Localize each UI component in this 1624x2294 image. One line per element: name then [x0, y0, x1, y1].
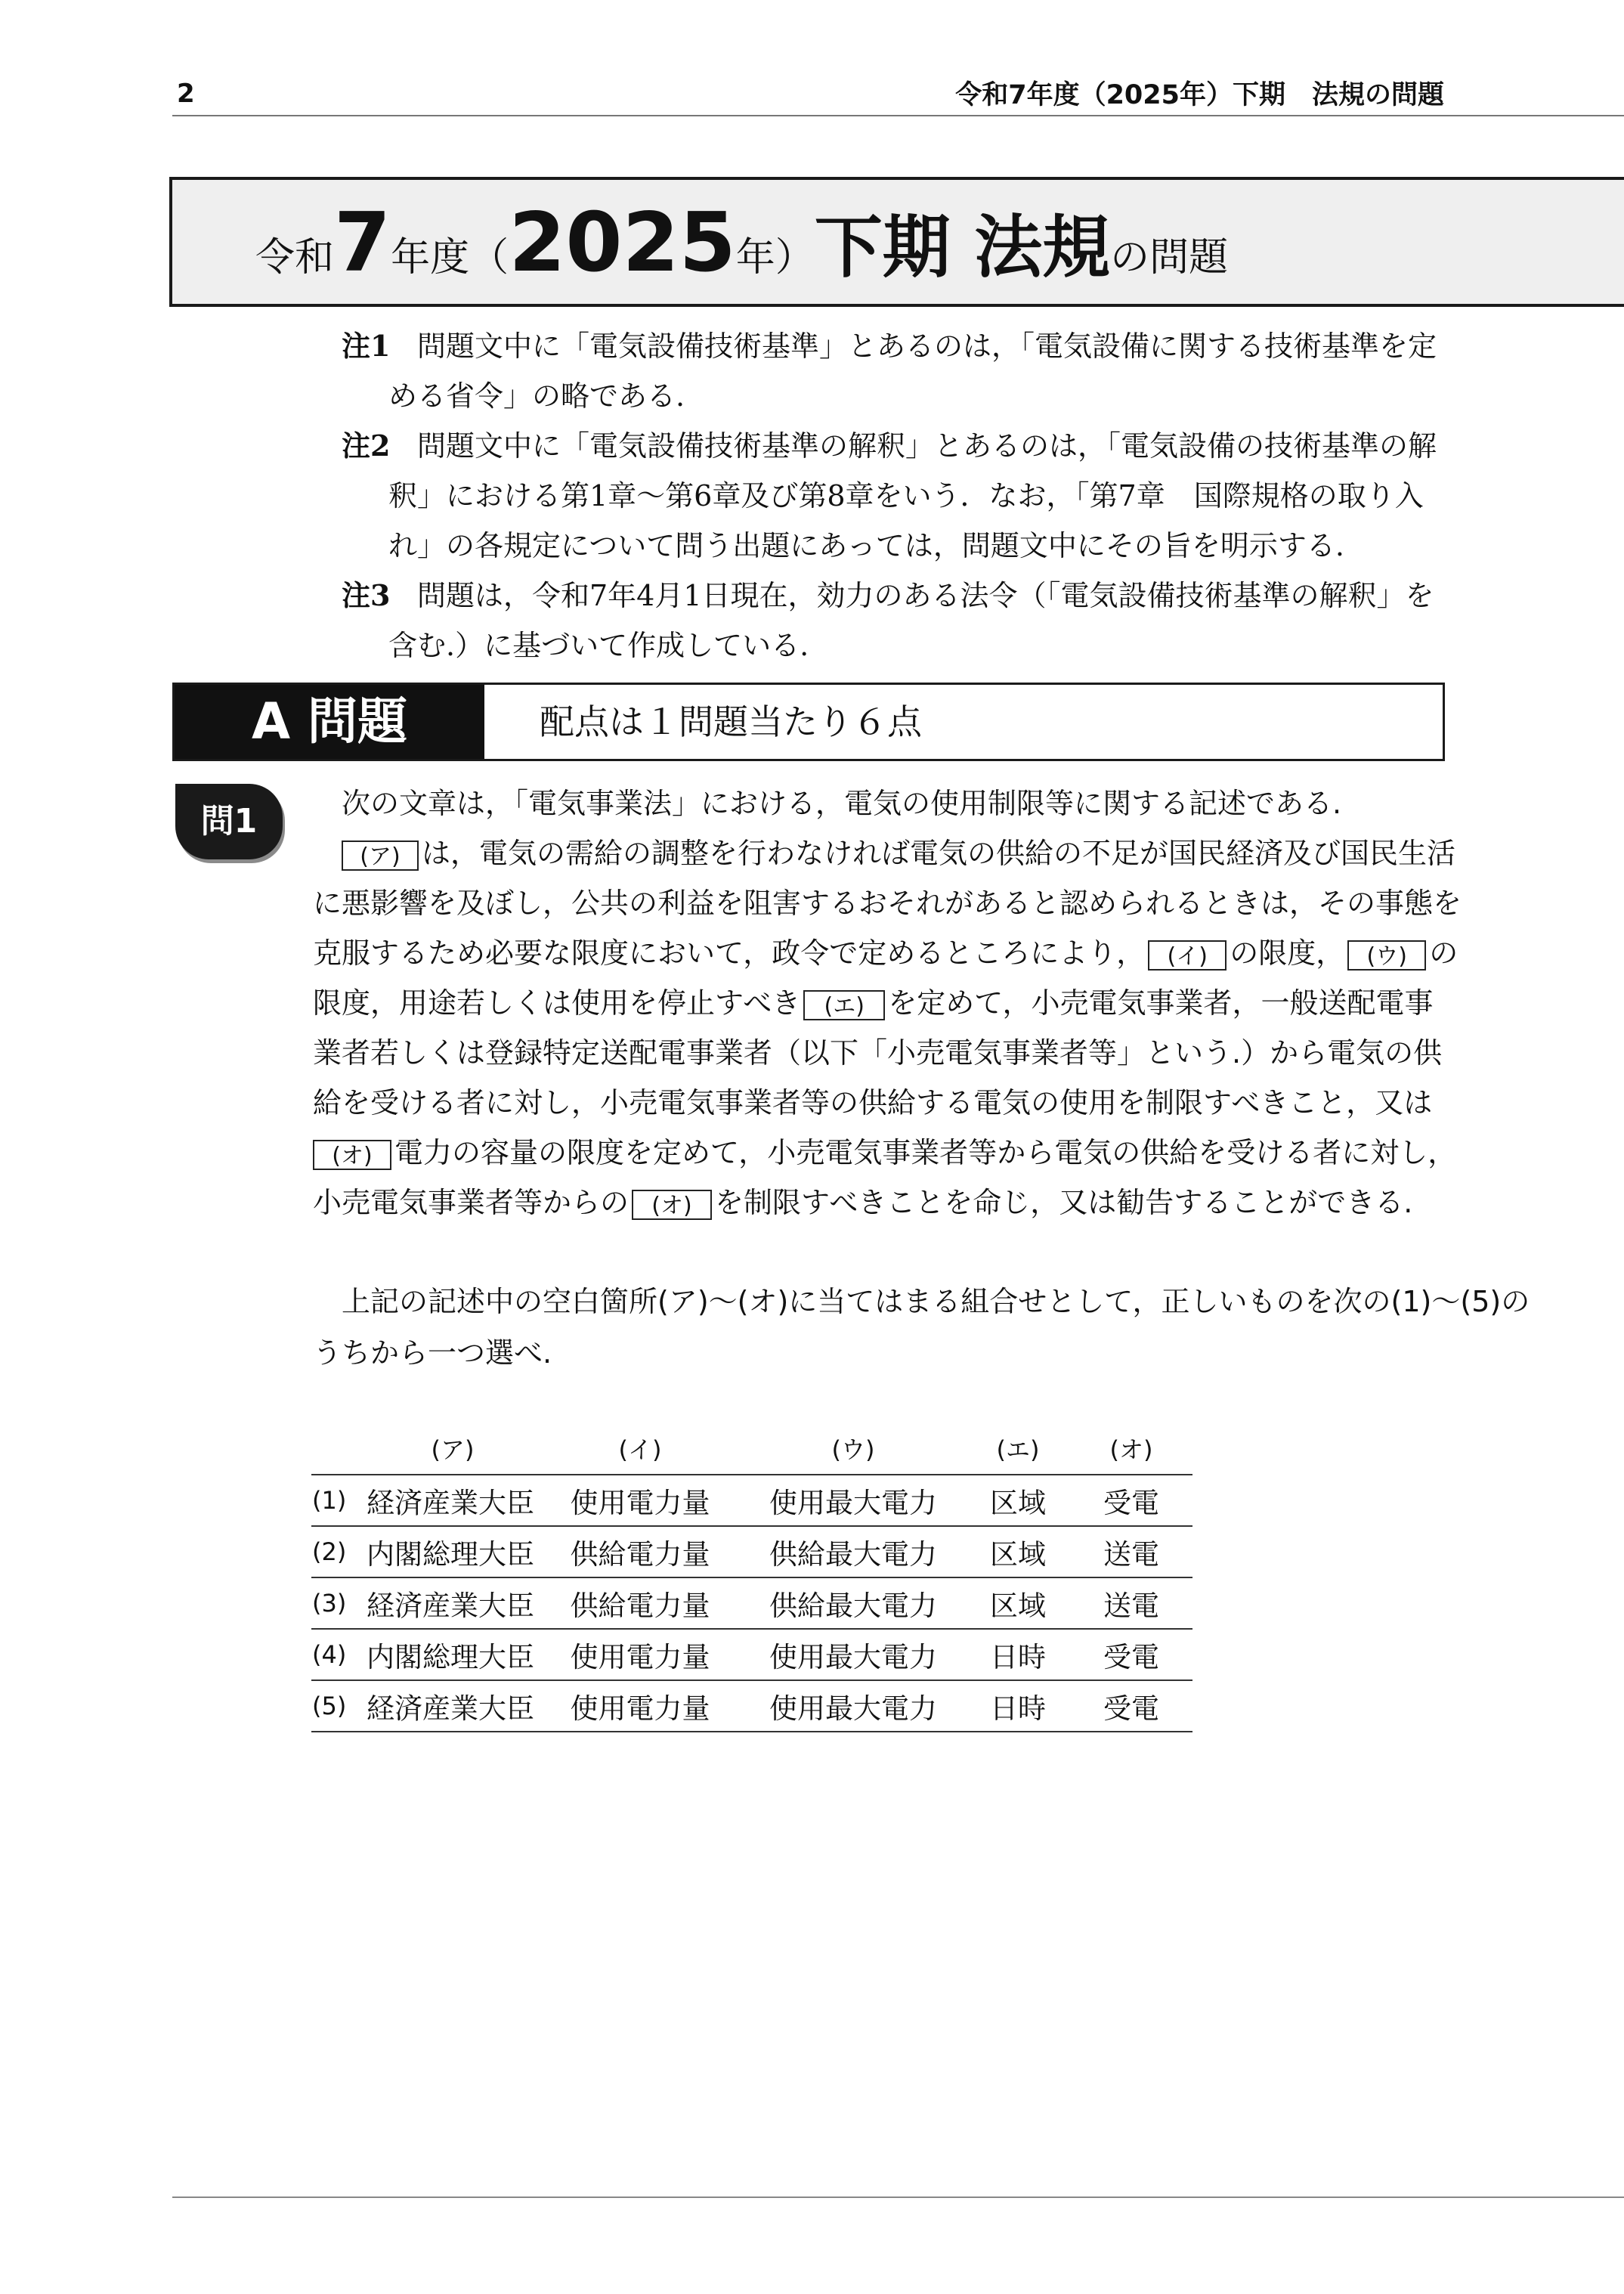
title-box — [169, 177, 1624, 307]
choice-cell: 区域 — [966, 1475, 1070, 1526]
choice-row — [311, 1475, 1192, 1526]
choice-cell: 使用電力量 — [540, 1680, 741, 1732]
choices-table — [311, 1423, 1192, 1732]
choice-row — [311, 1629, 1192, 1680]
choice-cell: 使用最大電力 — [741, 1629, 966, 1680]
blank-o: (オ) — [313, 1140, 391, 1170]
choice-cell: 経済産業大臣 — [366, 1680, 540, 1732]
choice-number: (1) — [311, 1475, 366, 1526]
choice-row — [311, 1680, 1192, 1732]
choice-cell: 使用電力量 — [540, 1475, 741, 1526]
note-label: 注3 — [342, 578, 391, 612]
choice-row — [311, 1577, 1192, 1629]
choice-cell: 供給電力量 — [540, 1526, 741, 1577]
question-fragment: を定めて，小売電気事業者，一般送配電事 — [888, 986, 1434, 1020]
choice-number: (2) — [311, 1526, 366, 1577]
instruction-line: 上記の記述中の空白箇所(ア)～(オ)に当てはまる組合せとして，正しいものを次の(1)～(5)の — [342, 1285, 1530, 1318]
section-label: A 問題 — [175, 685, 484, 759]
page-number: 2 — [177, 79, 195, 109]
note — [342, 571, 1451, 670]
question-fragment: に悪影響を及ぼし，公共の利益を阻害するおそれがあると認められるときは，その事態を — [313, 887, 1462, 920]
page-title — [255, 196, 1229, 290]
choice-cell: 送電 — [1070, 1577, 1192, 1629]
blank-a: (ア) — [342, 841, 419, 871]
note — [342, 321, 1451, 421]
choice-cell: 使用電力量 — [540, 1629, 741, 1680]
title-part: 法規 — [974, 208, 1111, 287]
choices-header-row — [311, 1423, 1192, 1475]
footer-rule — [172, 2196, 1624, 2198]
title-part: の問題 — [1110, 235, 1229, 280]
choice-cell: 区域 — [966, 1577, 1070, 1629]
question-intro: 次の文章は，「電気事業法」における，電気の使用制限等に関する記述である. — [342, 787, 1342, 820]
column-header: (オ) — [1109, 1435, 1153, 1464]
choice-cell: 経済産業大臣 — [366, 1577, 540, 1629]
question-line — [313, 1178, 1446, 1227]
question-fragment: は，電気の需給の調整を行わなければ電気の供給の不足が国民経済及び国民生活 — [422, 837, 1456, 870]
choice-cell: 経済産業大臣 — [366, 1475, 540, 1526]
note-label: 注2 — [342, 429, 391, 463]
question-fragment: 給を受ける者に対し，小売電気事業者等の供給する電気の使用を制限すべきこと，又は — [313, 1086, 1433, 1119]
column-header — [311, 1423, 366, 1475]
title-part: 下期 — [814, 208, 951, 287]
instruction-line: うちから一つ選べ. — [313, 1336, 552, 1370]
note-label: 注1 — [342, 329, 391, 363]
column-header: (ア) — [431, 1435, 475, 1464]
title-part: 年度（ — [391, 235, 509, 280]
choice-row — [311, 1526, 1192, 1577]
title-part: 令和 — [255, 235, 335, 280]
choice-cell: 内閣総理大臣 — [366, 1526, 540, 1577]
choice-cell: 日時 — [966, 1680, 1070, 1732]
choice-cell: 送電 — [1070, 1526, 1192, 1577]
column-header: (ウ) — [831, 1435, 875, 1464]
running-head: 令和7年度（2025年）下期 法規の問題 — [955, 80, 1444, 110]
title-part: 2025 — [509, 196, 736, 290]
question-fragment: の限度， — [1230, 936, 1345, 970]
question-fragment: を制限すべきことを命じ，又は勧告することができる. — [715, 1186, 1413, 1219]
choice-number: (4) — [311, 1629, 366, 1680]
question-line — [313, 928, 1459, 978]
section-header — [172, 683, 1445, 761]
question-fragment: 小売電気事業者等からの — [313, 1186, 629, 1219]
choice-cell: 内閣総理大臣 — [366, 1629, 540, 1680]
question-badge: 問1 — [175, 784, 283, 859]
title-part: 7 — [334, 196, 391, 290]
question-line — [313, 878, 1462, 928]
question-fragment: 電力の容量の限度を定めて，小売電気事業者等から電気の供給を受ける者に対し， — [394, 1136, 1457, 1169]
choice-cell: 受電 — [1070, 1475, 1192, 1526]
blank-e: (エ) — [803, 990, 885, 1020]
choice-cell: 受電 — [1070, 1680, 1192, 1732]
instruction — [313, 1276, 1530, 1379]
blank-u: (ウ) — [1347, 940, 1426, 971]
question-fragment: 業者若しくは登録特定送配電事業者（以下「小売電気事業者等」という.）から電気の供 — [313, 1036, 1443, 1070]
header-rule — [172, 115, 1624, 116]
note-text: 問題文中に「電気設備技術基準」とあるのは，「電気設備に関する技術基準を定める省令」の略である. — [388, 330, 1437, 413]
question-line — [313, 978, 1446, 1028]
blank-i: (イ) — [1148, 940, 1227, 971]
question-line — [313, 828, 1456, 878]
notes — [342, 321, 1451, 670]
question-line — [313, 1078, 1446, 1128]
question-text — [313, 779, 1462, 1227]
note-text: 問題文中に「電気設備技術基準の解釈」とあるのは，「電気設備の技術基準の解釈」における第1章～第6章及び第8章をいう．なお，「第7章 国際規格の取り入れ」の各規定について問う出題にあっては，問題文中にその旨を明示する. — [388, 429, 1437, 562]
choice-cell: 使用最大電力 — [741, 1680, 966, 1732]
choice-cell: 日時 — [966, 1629, 1070, 1680]
note — [342, 421, 1451, 571]
column-header: (エ) — [996, 1435, 1040, 1464]
question-fragment: 限度，用途若しくは使用を停止すべき — [313, 986, 801, 1020]
choice-cell: 区域 — [966, 1526, 1070, 1577]
choice-number: (5) — [311, 1680, 366, 1732]
section-points: 配点は１問題当たり６点 — [540, 701, 922, 742]
choice-cell: 供給電力量 — [540, 1577, 741, 1629]
title-part: 年） — [735, 235, 815, 280]
question-line — [313, 1028, 1446, 1078]
column-header: (イ) — [618, 1435, 662, 1464]
choice-cell: 供給最大電力 — [741, 1526, 966, 1577]
question-line — [313, 1128, 1457, 1178]
question-fragment: の — [1429, 936, 1459, 970]
choice-cell: 供給最大電力 — [741, 1577, 966, 1629]
choice-cell: 使用最大電力 — [741, 1475, 966, 1526]
choice-cell: 受電 — [1070, 1629, 1192, 1680]
question-fragment: 克服するため必要な限度において，政令で定めるところにより， — [313, 936, 1146, 970]
choice-number: (3) — [311, 1577, 366, 1629]
note-text: 問題は，令和7年4月1日現在，効力のある法令（「電気設備技術基準の解釈」を含む.）に基づいて作成している. — [388, 579, 1434, 662]
blank-o-2: (オ) — [632, 1190, 712, 1220]
title-part — [951, 208, 974, 287]
question-line — [313, 779, 1446, 828]
